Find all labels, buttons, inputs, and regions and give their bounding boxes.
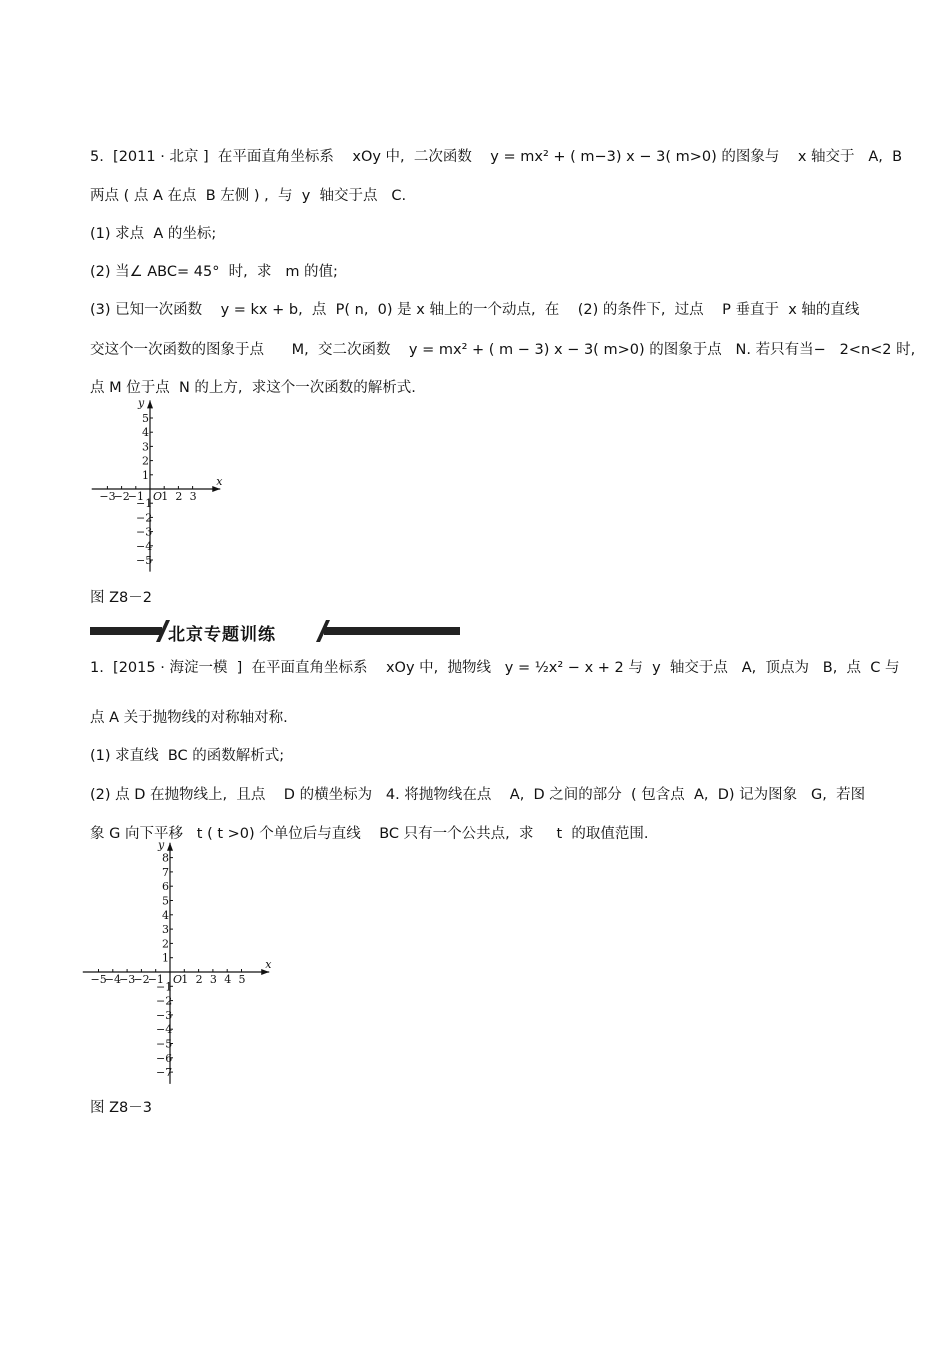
- problem1-part-2-line-2: 象 G 向下平移 t ( t >0) 个单位后与直线 BC 只有一个公共点, 求 t 的取值范围.: [90, 826, 649, 842]
- x-tick-label: 2: [195, 973, 203, 986]
- problem5-line-2: 两点 ( 点 A 在点 B 左侧 ) , 与 y 轴交于点 C.: [90, 188, 407, 204]
- x-tick-label: −3: [119, 973, 136, 986]
- problem5-part-3-line-1: (3) 已知一次函数 y = kx + b, 点 P( n, 0) 是 x 轴上的一个动点, 在 (2) 的条件下, 过点 P 垂直于 x 轴的直线: [90, 302, 860, 318]
- problem1-part-2-line-1: (2) 点 D 在抛物线上, 且点 D 的横坐标为 4. 将抛物线在点 A, D 之间的部分 ( 包含点 A, D) 记为图象 G, 若图: [90, 787, 866, 803]
- y-tick-label: −6: [156, 1051, 173, 1065]
- x-tick-label: 1: [181, 973, 189, 986]
- problem5-part-3-line-2: 交这个一次函数的图象于点 M, 交二次函数 y = mx² + ( m − 3) x − 3( m>0) 的图象于点 N. 若只有当− 2<n<2 时,: [90, 342, 916, 358]
- x-tick-label: 2: [175, 490, 183, 503]
- x-tick-label: −1: [147, 973, 164, 986]
- x-tick-label: 3: [209, 973, 217, 986]
- y-tick-label: 2: [142, 454, 149, 468]
- y-tick-label: −3: [156, 1008, 173, 1022]
- y-tick-label: −3: [136, 525, 153, 539]
- origin-label: O: [173, 973, 183, 986]
- y-tick-label: 3: [142, 440, 149, 454]
- y-tick-label: 4: [162, 908, 169, 922]
- y-tick-label: 2: [162, 937, 169, 951]
- y-tick-label: 4: [142, 426, 149, 440]
- y-tick-label: 5: [142, 412, 149, 425]
- x-tick-label: −3: [99, 490, 116, 503]
- problem5-line-1: 5. [2011 · 北京 ] 在平面直角坐标系 xOy 中, 二次函数 y = mx² + ( m−3) x − 3( m>0) 的图象与 x 轴交于 A, B: [90, 149, 903, 165]
- problem5-part-2: (2) 当∠ ABC= 45° 时, 求 m 的值;: [90, 264, 338, 280]
- y-tick-label: −2: [136, 511, 153, 525]
- y-tick-label: 1: [162, 951, 169, 965]
- problem5-part-1: (1) 求点 A 的坐标;: [90, 226, 217, 242]
- x-tick-label: −4: [104, 973, 122, 986]
- problem5-part-3-line-3: 点 M 位于点 N 的上方, 求这个一次函数的解析式.: [90, 380, 416, 396]
- x-tick-label: 1: [161, 490, 169, 503]
- figure-z8-3-caption: 图 Z8－3: [90, 1100, 152, 1116]
- x-axis-label: x: [216, 475, 223, 488]
- problem1-part-1: (1) 求直线 BC 的函数解析式;: [90, 748, 285, 764]
- y-tick-label: 3: [162, 923, 169, 937]
- y-tick-label: 7: [162, 865, 169, 879]
- y-tick-label: −2: [156, 994, 173, 1008]
- x-tick-label: −2: [113, 490, 130, 503]
- x-axis-label: x: [265, 958, 272, 971]
- y-tick-label: −7: [156, 1066, 173, 1080]
- y-tick-label: 5: [162, 894, 169, 908]
- y-tick-label: −1: [136, 497, 153, 511]
- problem1-line-2: 点 A 关于抛物线的对称轴对称.: [90, 710, 288, 726]
- problem1-line-1: 1. [2015 · 海淀一模 ] 在平面直角坐标系 xOy 中, 抛物线 y = ½x² − x + 2 与 y 轴交于点 A, 顶点为 B, 点 C 与: [90, 660, 900, 676]
- y-tick-label: −5: [136, 554, 153, 567]
- y-tick-label: −4: [156, 1023, 173, 1037]
- x-tick-label: 5: [238, 973, 246, 986]
- x-tick-label: −1: [127, 490, 145, 503]
- figure-z8-2-caption: 图 Z8－2: [90, 590, 152, 606]
- y-tick-label: −1: [156, 980, 173, 994]
- x-tick-label: 4: [224, 973, 232, 986]
- y-tick-label: −4: [136, 539, 153, 553]
- y-axis-arrow-icon: [167, 843, 173, 851]
- y-tick-label: −5: [156, 1037, 173, 1051]
- x-tick-label: 3: [189, 490, 197, 503]
- x-tick-label: −2: [133, 973, 150, 986]
- origin-label: O: [153, 490, 163, 503]
- x-tick-label: −5: [90, 973, 107, 986]
- y-axis-label: y: [138, 396, 145, 410]
- y-tick-label: 1: [142, 468, 149, 482]
- y-tick-label: 6: [162, 880, 169, 894]
- section-title: 北京专题训练: [168, 625, 276, 645]
- figure-z8-3-axes: [83, 839, 272, 1084]
- y-tick-label: 8: [162, 851, 169, 865]
- y-axis-label: y: [158, 838, 165, 852]
